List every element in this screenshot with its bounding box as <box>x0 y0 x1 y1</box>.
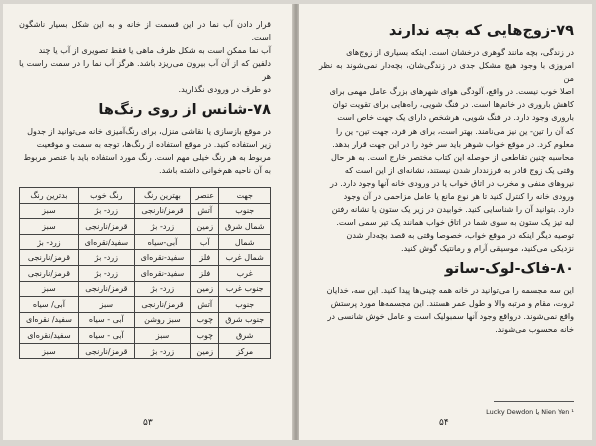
table-cell: چوب <box>191 312 219 328</box>
table-cell: زرد- بژ <box>20 234 79 250</box>
table-cell: جنوب <box>219 297 271 313</box>
table-cell: چوب <box>191 328 219 344</box>
table-cell: قرمز/نارنجی <box>134 297 190 313</box>
text-line: این سه مجسمه را می‌توانید در خانه همه چینی‌ها پیدا کنید. این سه، خدایان <box>326 284 574 295</box>
text-line: ثروت، مقام و مرتبه والا و طول عمر هستند. این مجسمه‌ها مورد پرستش <box>330 297 574 308</box>
text-line: توصیه دیگر اینکه در موقع خواب، خصوصا وقتی به قصد بچه‌دار شدن <box>346 230 574 241</box>
text-line: که آن را تین- ین نیز می‌نامند. بهتر است، برای هر فرد، جهت تین- ین را <box>336 125 574 136</box>
colors-paragraph <box>19 125 271 177</box>
table-row <box>20 281 271 297</box>
header-element: عنصر <box>191 187 219 203</box>
text-line: نیروهای منفی و مخرب در اتاق خواب یا در ورودی خانه آنها وجود دارد. در <box>330 177 574 188</box>
table-cell: آب <box>191 234 219 250</box>
table-cell: سبز <box>134 328 190 344</box>
header-best-color: بهترین رنگ <box>134 187 190 203</box>
text-line: زیر استفاده کنید. در موقع استفاده از رنگ‌ها، توجه به سمت و موقعیت <box>36 138 271 149</box>
header-worst-color: بدترین رنگ <box>20 187 79 203</box>
text-line: معلوم کرد. در موقع خواب شوهر باید سر خود را در این جهت قرار بدهد. <box>332 138 574 149</box>
table-cell: زرد- بژ <box>78 265 134 281</box>
right-page <box>299 4 592 440</box>
fuk-luk-sau-paragraph <box>319 284 574 336</box>
intro-paragraph <box>19 18 271 97</box>
table-cell: فلز <box>191 250 219 266</box>
footnote-divider <box>494 401 574 402</box>
table-cell: سبز <box>78 297 134 313</box>
table-row <box>20 343 271 359</box>
table-cell: آبی/ سیاه <box>20 297 79 313</box>
table-row <box>20 328 271 344</box>
text-line: امروزی با وجود هیچ مشکل جدی در زندگی‌شان، بچه‌دار نمی‌شوند به نظر من <box>319 60 574 84</box>
text-line: لبه تیز یک ستون به سوی شما در اتاق خواب همانند یک تیر سمی است. <box>336 217 574 228</box>
table-cell: سبز <box>20 203 79 219</box>
table-row <box>20 297 271 313</box>
text-line: در موقع بازسازی یا نقاشی منزل، برای رنگ‌آمیزی خانه می‌توانید از جدول <box>27 125 271 136</box>
table-cell: فلز <box>191 265 219 281</box>
page-number-right: ۵۴ <box>439 418 449 428</box>
table-cell: آتش <box>191 203 219 219</box>
table-cell: شرق <box>219 328 271 344</box>
text-line: خانه محسوب می‌شوند. <box>495 323 574 334</box>
table-cell: زمین <box>191 343 219 359</box>
table-cell: قرمز/نارنجی <box>20 250 79 266</box>
table-cell: آبی - سیاه <box>78 328 134 344</box>
table-header-row <box>20 187 271 203</box>
table-cell: زرد- بژ <box>134 281 190 297</box>
footnote: Lucky Dewdon یا Nien Yen ¹ <box>486 408 574 416</box>
table-cell: سفید-نقره‌ای <box>134 250 190 266</box>
table-row <box>20 312 271 328</box>
table-cell: زرد- بژ <box>134 219 190 235</box>
header-good-color: رنگ خوب <box>78 187 134 203</box>
text-line: دلفین که از آن آب بیرون می‌ریزد باشد. هرگز آب نما را در سمت راست یا هر <box>19 58 271 82</box>
table-cell: سفید/نقره‌ای <box>78 234 134 250</box>
table-row <box>20 265 271 281</box>
table-cell: آبی - سیاه <box>78 312 134 328</box>
table-row <box>20 219 271 235</box>
table-cell: سفید/ نقره‌ای <box>20 312 79 328</box>
page-number-left: ۵۳ <box>143 418 153 428</box>
table-cell: جنوب شرق <box>219 312 271 328</box>
text-line: واقع نمی‌شوند. درواقع وجود آنها سمبولیک است و عامل خوش شانسی در <box>327 310 574 321</box>
text-line: نزدیکی می‌کنید، موسیقی آرام و رمانتیک گوش کنید. <box>401 243 574 254</box>
table-cell: سبز روشن <box>134 312 190 328</box>
childless-couples-paragraph <box>319 46 574 256</box>
section-heading-colors: ۷۸-شانس از روی رنگ‌ها <box>98 101 271 118</box>
table-cell: شمال شرق <box>219 219 271 235</box>
table-cell: سبز <box>20 219 79 235</box>
text-line: وقتی یک زوج قادر به فرزنددار شدن نیستند، نشانه‌ای از این است که <box>344 164 574 175</box>
table-cell: زرد- بژ <box>134 343 190 359</box>
table-cell: سبز <box>20 281 79 297</box>
table-cell: جنوب <box>219 203 271 219</box>
table-cell: قرمز/نارنجی <box>134 203 190 219</box>
table-cell: شمال غرب <box>219 250 271 266</box>
table-row <box>20 234 271 250</box>
table-cell: سفید/نقره‌ای <box>20 328 79 344</box>
table-cell: قرمز/نارنجی <box>78 343 134 359</box>
table-row <box>20 203 271 219</box>
table-cell: شمال <box>219 234 271 250</box>
color-direction-table <box>19 187 271 360</box>
table-cell: قرمز/نارنجی <box>20 265 79 281</box>
text-line: ورودی خانه را کنترل کنید تا هر نوع مانع یا عامل مزاحمی در آن وجود <box>343 191 574 202</box>
section-heading-fuk-luk-sau: ۸۰-فاک-لوک-ساتو <box>444 260 574 277</box>
text-line: قرار دادن آب نما در این قسمت از خانه و به این شکل بسیار ناشگون است. <box>19 19 271 43</box>
table-cell: زمین <box>191 281 219 297</box>
text-line: دارد. بتوانید آن را شناسایی کنید. خوابیدن در زیر یک ستون یا نشانه رفتن <box>331 204 574 215</box>
header-direction: جهت <box>219 187 271 203</box>
text-line: محاسبه چنین تقاطعی از حوصله این کتاب مختصر خارج است. به هر حال <box>330 151 574 162</box>
text-line: دو طرف در ورودی نگذارید. <box>178 84 271 95</box>
text-line: کاهش باروری در خانم‌ها است. در فنگ شویی، راه‌هایی برای تقویت توان <box>332 99 574 110</box>
table-row <box>20 250 271 266</box>
table-cell: قرمز/نارنجی <box>78 281 134 297</box>
table-cell: غرب <box>219 265 271 281</box>
text-line: اصلا خوب نیست. در واقع، آلودگی هوای شهرهای بزرگ عامل مهمی برای <box>329 86 574 97</box>
table-cell: سبز <box>20 343 79 359</box>
table-cell: آتش <box>191 297 219 313</box>
table-cell: مرکز <box>219 343 271 359</box>
left-page <box>3 4 293 440</box>
table-cell: آبی-سیاه <box>134 234 190 250</box>
table-cell: سفید-نقره‌ای <box>134 265 190 281</box>
text-line: آب نما ممکن است به شکل ظرف ماهی یا فقط تصویری از آب یا چند <box>38 45 271 56</box>
text-line: باروری وجود دارد. در فنگ شویی، هرشخص دارای یک جهت خاص است <box>337 112 574 123</box>
table-cell: جنوب غرب <box>219 281 271 297</box>
text-line: مربوط به هر رنگ خیلی مهم است. رنگ مورد استفاده باید با عنصر مربوط <box>23 151 271 162</box>
table-cell: زمین <box>191 219 219 235</box>
text-line: به آن ناحیه هم‌خوانی داشته باشد. <box>159 164 271 175</box>
section-heading-childless-couples: ۷۹-زوج‌هایی که بچه ندارند <box>388 23 574 39</box>
table-cell: زرد- بژ <box>78 203 134 219</box>
text-line: در زندگی، بچه مانند گوهری درخشان است. اینکه بسیاری از زوج‌های <box>346 47 574 57</box>
table-cell: زرد- بژ <box>78 250 134 266</box>
table-cell: قرمز/نارنجی <box>78 219 134 235</box>
